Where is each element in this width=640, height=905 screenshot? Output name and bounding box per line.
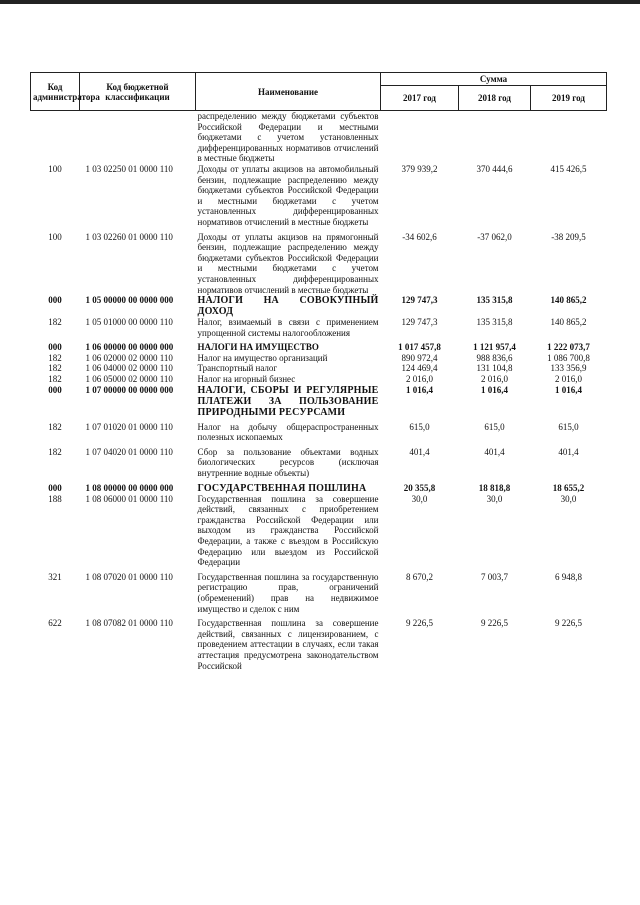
cell-2019: 615,0	[558, 421, 579, 432]
cell-admin: 182	[48, 352, 62, 363]
cell-2019	[531, 111, 607, 164]
cell-2019: 30,0	[560, 493, 577, 504]
cell-name: НАЛОГИ НА ИМУЩЕСТВО	[197, 342, 319, 353]
table-row	[31, 164, 607, 228]
cell-2019: 1 016,4	[555, 384, 582, 395]
cell-code: 1 03 02260 01 0000 110	[85, 231, 173, 242]
cell-code: 1 06 00000 00 0000 000	[85, 342, 174, 353]
header-sum: Сумма	[381, 73, 607, 86]
table-row	[31, 353, 607, 364]
cell-name: распределению между бюджетами субъектов Российской Федерации и местными бюджетами с учетом установленных дифференцированных нормативов отчислений в местные бюджеты	[197, 111, 379, 164]
cell-name: НАЛОГИ НА СОВОКУПНЫЙ ДОХОД	[197, 295, 379, 318]
cell-2017: 401,4	[409, 446, 430, 457]
cell-2018: 401,4	[484, 446, 505, 457]
cell-admin: 000	[48, 342, 62, 353]
cell-2017: 129 747,3	[401, 317, 438, 328]
table-row-section	[31, 295, 607, 317]
cell-2017: 615,0	[409, 421, 430, 432]
cell-2019: 6 948,8	[555, 571, 582, 582]
table-row	[31, 374, 607, 385]
cell-admin: 000	[48, 384, 62, 395]
cell-code: 1 06 02000 02 0000 110	[85, 352, 173, 363]
header-year-2019: 2019 год	[531, 86, 607, 111]
cell-2018: 2 016,0	[481, 374, 508, 385]
cell-admin: 100	[48, 231, 62, 242]
cell-2019: 1 086 700,8	[547, 352, 590, 363]
cell-code: 1 07 00000 00 0000 000	[85, 384, 174, 395]
cell-2017: 379 939,2	[401, 163, 438, 174]
cell-2019: 2 016,0	[555, 374, 582, 385]
cell-admin: 100	[48, 163, 62, 174]
table-header	[31, 73, 607, 111]
cell-code: 1 08 00000 00 0000 000	[85, 482, 174, 493]
cell-admin: 188	[48, 493, 62, 504]
cell-2018: 135 315,8	[476, 295, 513, 306]
table-row	[31, 111, 607, 164]
header-year-2017: 2017 год	[381, 86, 459, 111]
cell-name: Транспортный налог	[197, 363, 278, 374]
cell-admin: 622	[48, 618, 62, 629]
table-row	[31, 317, 607, 338]
cell-name: Доходы от уплаты акцизов на прямогонный бензин, подлежащие распределению между бюджетами субъектов Российской Федерации и местными бюджетами с учетом установленных дифференцированных нормативов отчислений в местные бюджеты	[197, 231, 379, 295]
cell-name: Государственная пошлина за государственную регистрацию прав, ограничений (обременений) прав на недвижимое имущество и сделок с ним	[197, 571, 379, 614]
table-row-section	[31, 338, 607, 353]
cell-2019: 18 655,2	[552, 482, 585, 493]
budget-income-table	[30, 72, 607, 671]
cell-admin: 182	[48, 317, 62, 328]
cell-2017: 129 747,3	[401, 295, 438, 306]
cell-2017	[381, 111, 459, 164]
cell-admin: 182	[48, 363, 62, 374]
cell-code: 1 06 05000 02 0000 110	[85, 374, 173, 385]
cell-code: 1 05 00000 00 0000 000	[85, 295, 174, 306]
cell-code: 1 06 04000 02 0000 110	[85, 363, 173, 374]
table-body	[31, 111, 607, 672]
table-row	[31, 568, 607, 614]
cell-2019: 401,4	[558, 446, 579, 457]
cell-code: 1 05 01000 00 0000 110	[85, 317, 173, 328]
cell-2018: -37 062,0	[477, 231, 512, 242]
cell-2017: 20 355,8	[403, 482, 436, 493]
cell-2018: 615,0	[484, 421, 505, 432]
cell-code: 1 08 06000 01 0000 110	[85, 493, 173, 504]
cell-2018: 988 836,6	[476, 352, 513, 363]
cell-code: 1 08 07082 01 0000 110	[85, 618, 173, 629]
cell-2018: 7 003,7	[481, 571, 508, 582]
cell-code: 1 03 02250 01 0000 110	[85, 163, 173, 174]
top-border-line	[0, 0, 640, 4]
table-row	[31, 494, 607, 568]
table-row-section	[31, 479, 607, 494]
cell-admin: 182	[48, 374, 62, 385]
cell-2017: 8 670,2	[406, 571, 433, 582]
table-row	[31, 443, 607, 479]
cell-2019: 415 426,5	[550, 163, 587, 174]
cell-2017: 9 226,5	[406, 618, 433, 629]
cell-2019: 1 222 073,7	[547, 342, 590, 353]
cell-2018: 18 818,8	[478, 482, 511, 493]
cell-2017: 1 016,4	[406, 384, 433, 395]
cell-name: Налог на игорный бизнес	[197, 374, 296, 385]
cell-name: Налог на добычу общераспространенных полезных ископаемых	[197, 421, 379, 443]
cell-2017: -34 602,6	[402, 231, 437, 242]
table-row-section	[31, 385, 607, 418]
cell-2018: 1 121 957,4	[473, 342, 516, 353]
cell-name: НАЛОГИ, СБОРЫ И РЕГУЛЯРНЫЕ ПЛАТЕЖИ ЗА ПОЛЬЗОВАНИЕ ПРИРОДНЫМИ РЕСУРСАМИ	[197, 384, 379, 418]
header-year-2018: 2018 год	[459, 86, 531, 111]
header-budget-code: Код бюджетной классификации	[80, 73, 196, 111]
cell-name: Государственная пошлина за совершение действий, связанных с приобретением гражданства Российской Федерации или выходом из гражданства Российской Федерации, а также с въездом в Российскую Федерацию или выездом из Российской Федерации	[197, 493, 379, 568]
table-row	[31, 614, 607, 671]
cell-2019: 140 865,2	[550, 295, 587, 306]
budget-income-table-page	[30, 72, 606, 671]
cell-admin: 321	[48, 571, 62, 582]
cell-2017: 1 017 457,8	[398, 342, 441, 353]
table-row	[31, 418, 607, 443]
header-name: Наименование	[196, 73, 381, 111]
cell-code: 1 07 04020 01 0000 110	[85, 446, 173, 457]
cell-2017: 2 016,0	[406, 374, 433, 385]
cell-2018	[459, 111, 531, 164]
cell-code	[80, 111, 196, 164]
cell-2018: 1 016,4	[481, 384, 508, 395]
cell-2018: 131 104,8	[476, 363, 513, 374]
cell-2018: 370 444,6	[476, 163, 513, 174]
cell-2019: 9 226,5	[555, 618, 582, 629]
cell-admin: 182	[48, 421, 62, 432]
cell-2017: 890 972,4	[401, 352, 438, 363]
cell-2019: 133 356,9	[550, 363, 587, 374]
cell-name: Налог, взимаемый в связи с применением упрощенной системы налогообложения	[197, 317, 379, 338]
cell-2018: 30,0	[486, 493, 503, 504]
cell-2019: -38 209,5	[551, 231, 586, 242]
cell-admin: 000	[48, 295, 62, 306]
cell-2018: 135 315,8	[476, 317, 513, 328]
cell-admin	[31, 111, 80, 164]
cell-code: 1 07 01020 01 0000 110	[85, 421, 173, 432]
table-row	[31, 363, 607, 374]
cell-name: Налог на имущество организаций	[197, 352, 328, 363]
cell-name: Доходы от уплаты акцизов на автомобильный бензин, подлежащие распределению между бюджетами субъектов Российской Федерации и местными бюджетами с учетом установленных дифференцированных нормативов отчислений в местные бюджеты	[197, 163, 379, 227]
cell-name: Государственная пошлина за совершение действий, связанных с лицензированием, с проведением аттестации в случаях, если такая аттестация предусмотрена законодательством Российской	[197, 618, 379, 671]
cell-2018: 9 226,5	[481, 618, 508, 629]
cell-name: ГОСУДАРСТВЕННАЯ ПОШЛИНА	[197, 482, 367, 494]
cell-admin: 182	[48, 446, 62, 457]
cell-2017: 30,0	[411, 493, 428, 504]
cell-admin: 000	[48, 482, 62, 493]
header-admin-code: Код администратора	[31, 73, 80, 111]
table-row	[31, 228, 607, 296]
cell-name: Сбор за пользование объектами водных биологических ресурсов (исключая внутренние водные объекты)	[197, 446, 379, 479]
cell-2017: 124 469,4	[401, 363, 438, 374]
cell-2019: 140 865,2	[550, 317, 587, 328]
cell-code: 1 08 07020 01 0000 110	[85, 571, 173, 582]
